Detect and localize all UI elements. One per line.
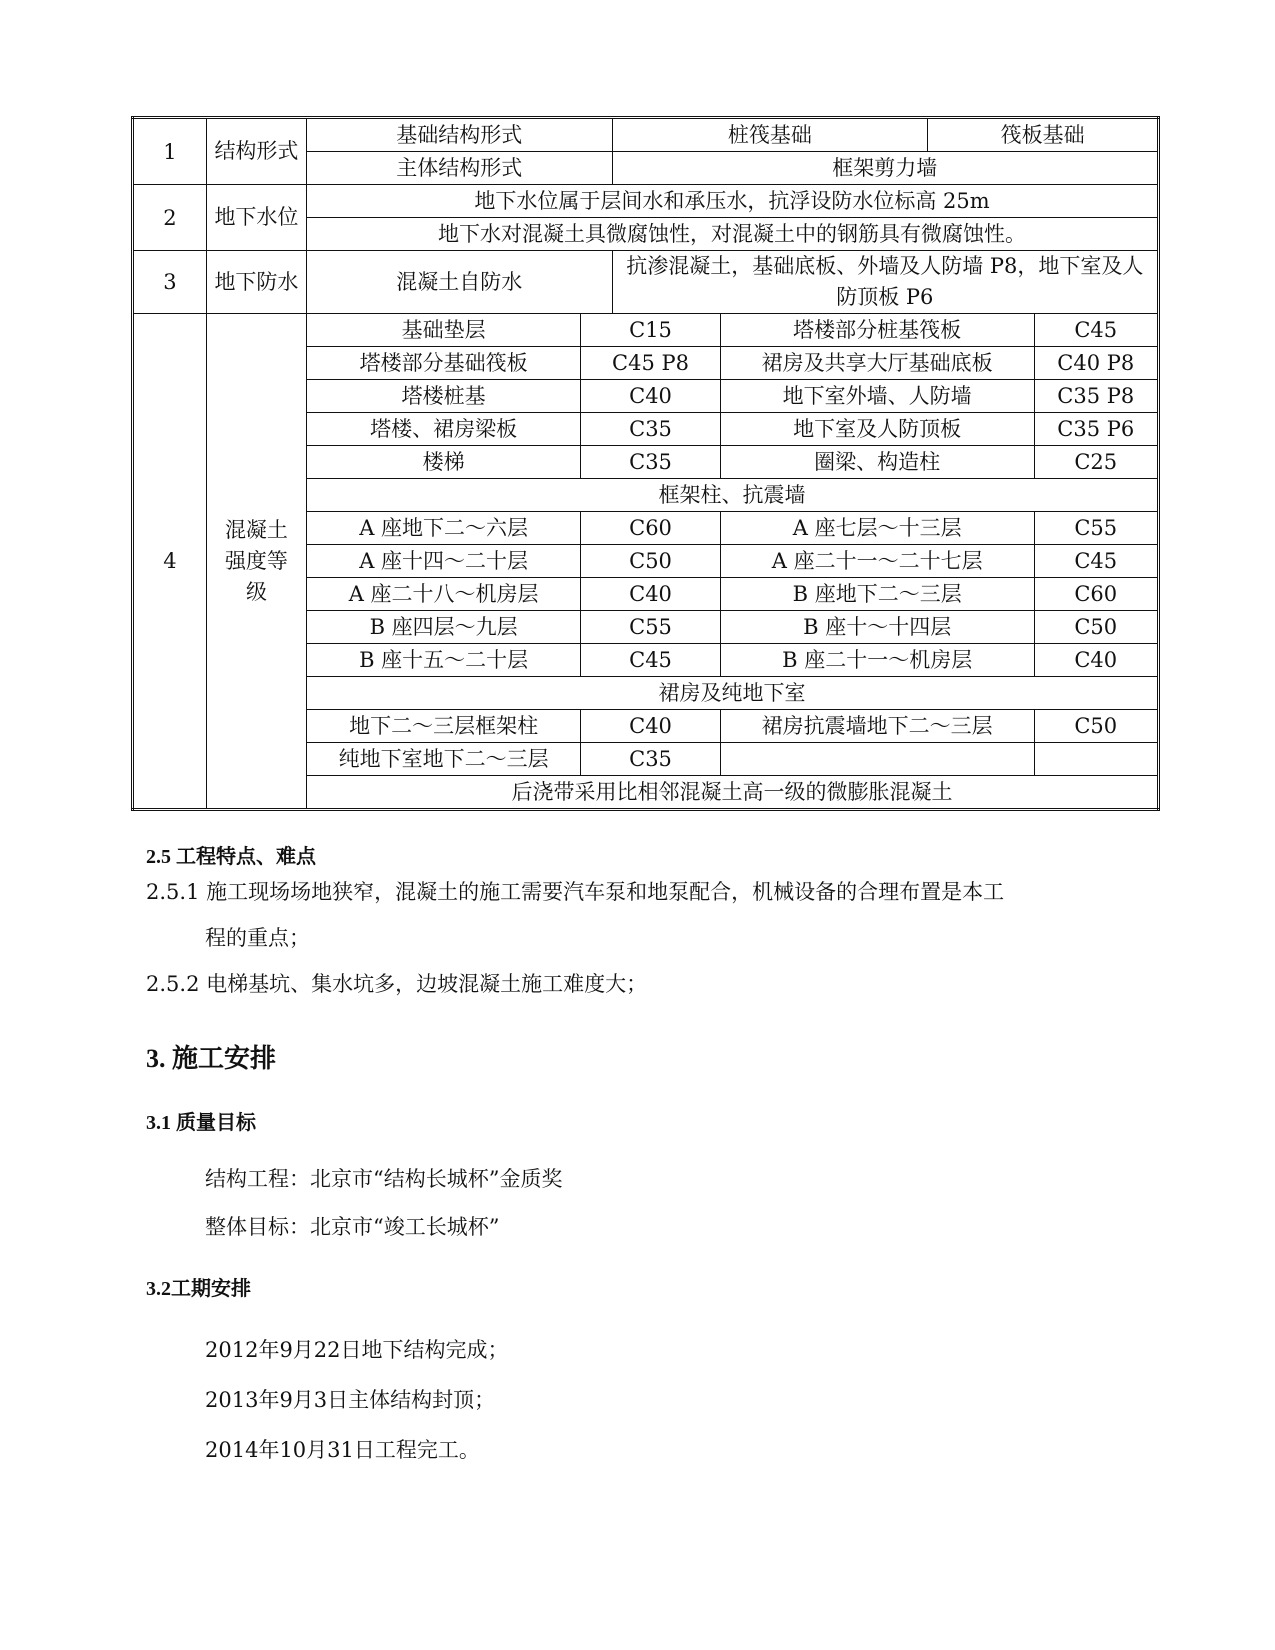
table-row bbox=[133, 118, 1159, 152]
grade-value: C50 bbox=[1034, 710, 1159, 743]
category-cell: 地下水位 bbox=[206, 185, 306, 251]
grade-value: C50 bbox=[581, 545, 721, 578]
project-spec-table bbox=[131, 116, 1160, 811]
subsection-header: 框架柱、抗震墙 bbox=[307, 479, 1159, 512]
paragraph-line: 2014年10月31日工程完工。 bbox=[205, 1438, 480, 1462]
label-cell: 基础结构形式 bbox=[307, 118, 613, 152]
grade-label: 地下二～三层框架柱 bbox=[307, 710, 581, 743]
grade-value: C35 bbox=[581, 743, 721, 776]
grade-value: C60 bbox=[1034, 578, 1159, 611]
grade-value: C55 bbox=[581, 611, 721, 644]
section-heading: 2.5 工程特点、难点 bbox=[146, 846, 316, 868]
grade-value: C35 bbox=[581, 413, 721, 446]
grade-label: B 座二十一～机房层 bbox=[720, 644, 1034, 677]
grade-label: 纯地下室地下二～三层 bbox=[307, 743, 581, 776]
value-cell: 框架剪力墙 bbox=[612, 152, 1158, 185]
value-cell: 地下水对混凝土具微腐蚀性，对混凝土中的钢筋具有微腐蚀性。 bbox=[307, 218, 1159, 251]
grade-value: C45 bbox=[1034, 545, 1159, 578]
grade-label: B 座四层～九层 bbox=[307, 611, 581, 644]
grade-value: C45 P8 bbox=[581, 347, 721, 380]
grade-label: A 座十四～二十层 bbox=[307, 545, 581, 578]
value-cell: 筏板基础 bbox=[928, 118, 1159, 152]
chapter-heading: 3. 施工安排 bbox=[146, 1044, 277, 1073]
grade-value: C35 bbox=[581, 446, 721, 479]
grade-label: A 座二十八～机房层 bbox=[307, 578, 581, 611]
grade-value: C40 bbox=[1034, 644, 1159, 677]
category-cell: 地下防水 bbox=[206, 251, 306, 314]
grade-value: C15 bbox=[581, 314, 721, 347]
table-row bbox=[133, 314, 1159, 347]
grade-label bbox=[720, 743, 1034, 776]
grade-label: A 座二十一～二十七层 bbox=[720, 545, 1034, 578]
row-number: 1 bbox=[133, 118, 207, 185]
category-cell: 混凝土强度等级 bbox=[206, 314, 306, 810]
grade-value: C50 bbox=[1034, 611, 1159, 644]
paragraph-line: 整体目标：北京市“竣工长城杯” bbox=[205, 1215, 500, 1239]
grade-label: 塔楼部分桩基筏板 bbox=[720, 314, 1034, 347]
paragraph-line: 2012年9月22日地下结构完成； bbox=[205, 1338, 509, 1362]
grade-label: 地下室外墙、人防墙 bbox=[720, 380, 1034, 413]
row-number: 2 bbox=[133, 185, 207, 251]
grade-value: C40 bbox=[581, 578, 721, 611]
grade-label: 圈梁、构造柱 bbox=[720, 446, 1034, 479]
table-row bbox=[133, 251, 1159, 314]
grade-value: C60 bbox=[581, 512, 721, 545]
label-cell: 混凝土自防水 bbox=[307, 251, 613, 314]
row-number: 3 bbox=[133, 251, 207, 314]
label-cell: 主体结构形式 bbox=[307, 152, 613, 185]
row-number: 4 bbox=[133, 314, 207, 810]
grade-label: B 座地下二～三层 bbox=[720, 578, 1034, 611]
paragraph-line: 程的重点； bbox=[205, 926, 310, 950]
grade-label: 楼梯 bbox=[307, 446, 581, 479]
table-row bbox=[133, 185, 1159, 218]
grade-value: C45 bbox=[581, 644, 721, 677]
grade-label: 裙房及共享大厅基础底板 bbox=[720, 347, 1034, 380]
grade-label: 地下室及人防顶板 bbox=[720, 413, 1034, 446]
value-cell: 地下水位属于层间水和承压水，抗浮设防水位标高 25m bbox=[307, 185, 1159, 218]
grade-value: C40 bbox=[581, 380, 721, 413]
grade-value: C45 bbox=[1034, 314, 1159, 347]
value-cell: 抗渗混凝土，基础底板、外墙及人防墙 P8，地下室及人防顶板 P6 bbox=[612, 251, 1158, 314]
grade-label: 塔楼桩基 bbox=[307, 380, 581, 413]
grade-value: C40 P8 bbox=[1034, 347, 1159, 380]
paragraph-line: 2.5.1 施工现场场地狭窄，混凝土的施工需要汽车泵和地泵配合，机械设备的合理布置是本工 bbox=[146, 880, 1005, 904]
table-note: 后浇带采用比相邻混凝土高一级的微膨胀混凝土 bbox=[307, 776, 1159, 810]
paragraph-line: 结构工程：北京市“结构长城杯”金质奖 bbox=[205, 1167, 563, 1191]
paragraph-line: 2013年9月3日主体结构封顶； bbox=[205, 1388, 496, 1412]
grade-label: 基础垫层 bbox=[307, 314, 581, 347]
grade-value bbox=[1034, 743, 1159, 776]
grade-label: 塔楼、裙房梁板 bbox=[307, 413, 581, 446]
paragraph-line: 2.5.2 电梯基坑、集水坑多，边坡混凝土施工难度大； bbox=[146, 972, 648, 996]
grade-value: C35 P8 bbox=[1034, 380, 1159, 413]
grade-label: A 座地下二～六层 bbox=[307, 512, 581, 545]
value-cell: 桩筏基础 bbox=[612, 118, 928, 152]
grade-label: B 座十五～二十层 bbox=[307, 644, 581, 677]
section-heading: 3.1 质量目标 bbox=[146, 1112, 256, 1134]
grade-value: C55 bbox=[1034, 512, 1159, 545]
grade-value: C35 P6 bbox=[1034, 413, 1159, 446]
section-heading: 3.2工期安排 bbox=[146, 1278, 251, 1300]
grade-label: 裙房抗震墙地下二～三层 bbox=[720, 710, 1034, 743]
grade-value: C25 bbox=[1034, 446, 1159, 479]
subsection-header: 裙房及纯地下室 bbox=[307, 677, 1159, 710]
grade-value: C40 bbox=[581, 710, 721, 743]
grade-label: A 座七层～十三层 bbox=[720, 512, 1034, 545]
grade-label: 塔楼部分基础筏板 bbox=[307, 347, 581, 380]
grade-label: B 座十～十四层 bbox=[720, 611, 1034, 644]
category-cell: 结构形式 bbox=[206, 118, 306, 185]
